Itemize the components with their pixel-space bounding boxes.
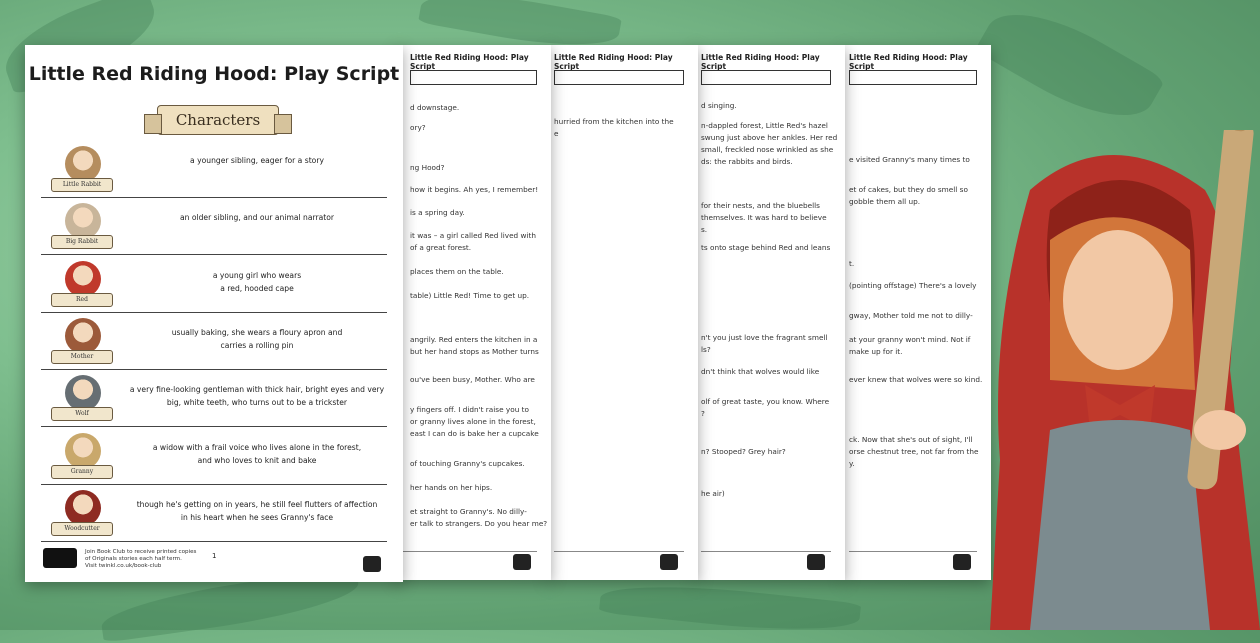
character-name-tag: Big Rabbit [51, 235, 113, 249]
face-icon [1063, 230, 1173, 370]
script-line: for their nests, and the bluebells [701, 201, 820, 210]
characters-banner: Characters [157, 105, 279, 135]
character-name-tag: Granny [51, 465, 113, 479]
character-portrait-icon [65, 433, 101, 469]
script-line: is a spring day. [410, 208, 465, 217]
script-page-4 [695, 45, 845, 580]
character-row [41, 255, 387, 313]
script-page-2 [396, 45, 551, 580]
script-line: ory? [410, 123, 426, 132]
script-line: ng Hood? [410, 163, 445, 172]
character-row [41, 197, 387, 255]
book-club-line: Visit twinkl.co.uk/book-club [85, 563, 162, 569]
script-line: d downstage. [410, 103, 460, 112]
character-description [127, 269, 387, 295]
description-line: big, white teeth, who turns out to be a trickster [166, 398, 348, 408]
character-name-tag: Little Rabbit [51, 178, 113, 192]
hand-icon [1194, 410, 1246, 450]
page-title: Little Red Riding Hood: Play Script [28, 63, 400, 85]
page-header: Little Red Riding Hood: Play Script [554, 53, 673, 71]
page-header: Little Red Riding Hood: Play Script [849, 53, 968, 71]
script-line: ck. Now that she's out of sight, I'll [849, 435, 973, 444]
description-line: a red, hooded cape [220, 283, 294, 293]
script-line: ? [701, 409, 705, 418]
script-line: et straight to Granny's. No dilly- [410, 507, 527, 516]
script-line: angrily. Red enters the kitchen in a [410, 335, 538, 344]
script-line: themselves. It was hard to believe [701, 213, 827, 222]
script-line: small, freckled nose wrinkled as she [701, 145, 834, 154]
character-row [41, 312, 387, 370]
script-line: at your granny won't mind. Not if [849, 335, 971, 344]
script-line: gway, Mother told me not to dilly- [849, 311, 973, 320]
character-portrait-icon [65, 375, 101, 411]
script-line: ts onto stage behind Red and leans [701, 243, 831, 252]
page-footer-rule [554, 551, 684, 552]
description-line: carries a rolling pin [220, 340, 294, 350]
character-row [41, 427, 387, 485]
character-portrait-icon [65, 261, 101, 297]
script-line: ds: the rabbits and birds. [701, 157, 793, 166]
header-box [554, 70, 684, 85]
character-row [41, 369, 387, 427]
script-line: he air) [701, 489, 725, 498]
twinkl-originals-logo-icon [43, 548, 77, 568]
description-line: a younger sibling, eager for a story [190, 156, 324, 165]
script-line: d singing. [701, 101, 737, 110]
description-line: in his heart when he sees Granny's face [180, 512, 334, 522]
script-line: table) Little Red! Time to get up. [410, 291, 530, 300]
character-description [127, 498, 387, 524]
header-box [849, 70, 977, 85]
character-description [127, 326, 387, 352]
script-line: or granny lives alone in the forest, [410, 417, 536, 426]
script-line: ls? [701, 345, 711, 354]
script-line: make up for it. [849, 347, 903, 356]
twinkl-logo-icon [953, 554, 971, 570]
script-line: e [554, 129, 559, 138]
script-line: ou've been busy, Mother. Who are [410, 375, 535, 384]
character-description [127, 441, 387, 467]
script-line: n-dappled forest, Little Red's hazel [701, 121, 828, 130]
page-footer-rule [701, 551, 831, 552]
character-portrait-icon [65, 203, 101, 239]
script-line: of touching Granny's cupcakes. [410, 459, 525, 468]
script-line: y. [849, 459, 855, 468]
character-description [127, 211, 387, 224]
description-line: though he's getting on in years, he still feel flutters of affection [136, 499, 378, 509]
script-line: t. [849, 259, 855, 268]
description-line: a very fine-looking gentleman with thick hair, bright eyes and very [129, 385, 385, 395]
description-line: an older sibling, and our animal narrator [179, 213, 335, 223]
character-row [41, 140, 387, 198]
page-number: 1 [212, 552, 217, 560]
twinkl-logo-icon [660, 554, 678, 570]
script-line: gobble them all up. [849, 197, 921, 206]
twinkl-logo-icon [807, 554, 825, 570]
page-footer-rule [849, 551, 977, 552]
header-box [410, 70, 537, 85]
script-line: her hands on her hips. [410, 483, 493, 492]
script-line: of a great forest. [410, 243, 472, 252]
characters-page [25, 45, 403, 582]
script-line: it was – a girl called Red lived with [410, 231, 536, 240]
script-line: n? Stooped? Grey hair? [701, 447, 786, 456]
script-line: orse chestnut tree, not far from the [849, 447, 979, 456]
script-line: y fingers off. I didn't raise you to [410, 405, 529, 414]
twinkl-logo-icon [363, 556, 381, 572]
header-box [701, 70, 831, 85]
character-description [127, 383, 387, 409]
script-line: e visited Granny's many times to [849, 155, 970, 164]
script-line: n't you just love the fragrant smell [701, 333, 828, 342]
dress-icon [1030, 420, 1210, 630]
script-line: swung just above her ankles. Her red [701, 133, 838, 142]
script-line: hurried from the kitchen into the [554, 117, 674, 126]
description-line: a widow with a frail voice who lives alone in the forest, [152, 442, 362, 452]
description-line: usually baking, she wears a floury apron and [171, 327, 343, 337]
character-name-tag: Red [51, 293, 113, 307]
character-row [41, 484, 387, 542]
page-header: Little Red Riding Hood: Play Script [410, 53, 529, 71]
character-name-tag: Wolf [51, 407, 113, 421]
character-portrait-icon [65, 318, 101, 354]
script-line: but her hand stops as Mother turns [410, 347, 539, 356]
character-description [127, 154, 387, 167]
script-page-3 [548, 45, 698, 580]
book-club-line: Join Book Club to receive printed copies [85, 549, 197, 555]
script-line: olf of great taste, you know. Where [701, 397, 830, 406]
twinkl-logo-icon [513, 554, 531, 570]
script-line: (pointing offstage) There's a lovely [849, 281, 977, 290]
script-line: er talk to strangers. Do you hear me? [410, 519, 548, 528]
book-club-line: of Originals stories each half term. [85, 556, 182, 562]
book-club-note [85, 549, 196, 570]
script-line: s. [701, 225, 708, 234]
red-riding-hood-illustration [990, 130, 1260, 630]
script-page-5 [843, 45, 991, 580]
script-line: et of cakes, but they do smell so [849, 185, 968, 194]
description-line: a young girl who wears [212, 270, 302, 280]
description-line: and who loves to knit and bake [197, 455, 317, 465]
character-name-tag: Woodcutter [51, 522, 113, 536]
page-footer-rule [402, 551, 537, 552]
page-header: Little Red Riding Hood: Play Script [701, 53, 820, 71]
script-line: east I can do is bake her a cupcake [410, 429, 539, 438]
script-line: ever knew that wolves were so kind. [849, 375, 983, 384]
script-line: places them on the table. [410, 267, 504, 276]
script-line: how it begins. Ah yes, I remember! [410, 185, 539, 194]
character-portrait-icon [65, 146, 101, 182]
character-portrait-icon [65, 490, 101, 526]
script-line: dn't think that wolves would like [701, 367, 820, 376]
character-name-tag: Mother [51, 350, 113, 364]
